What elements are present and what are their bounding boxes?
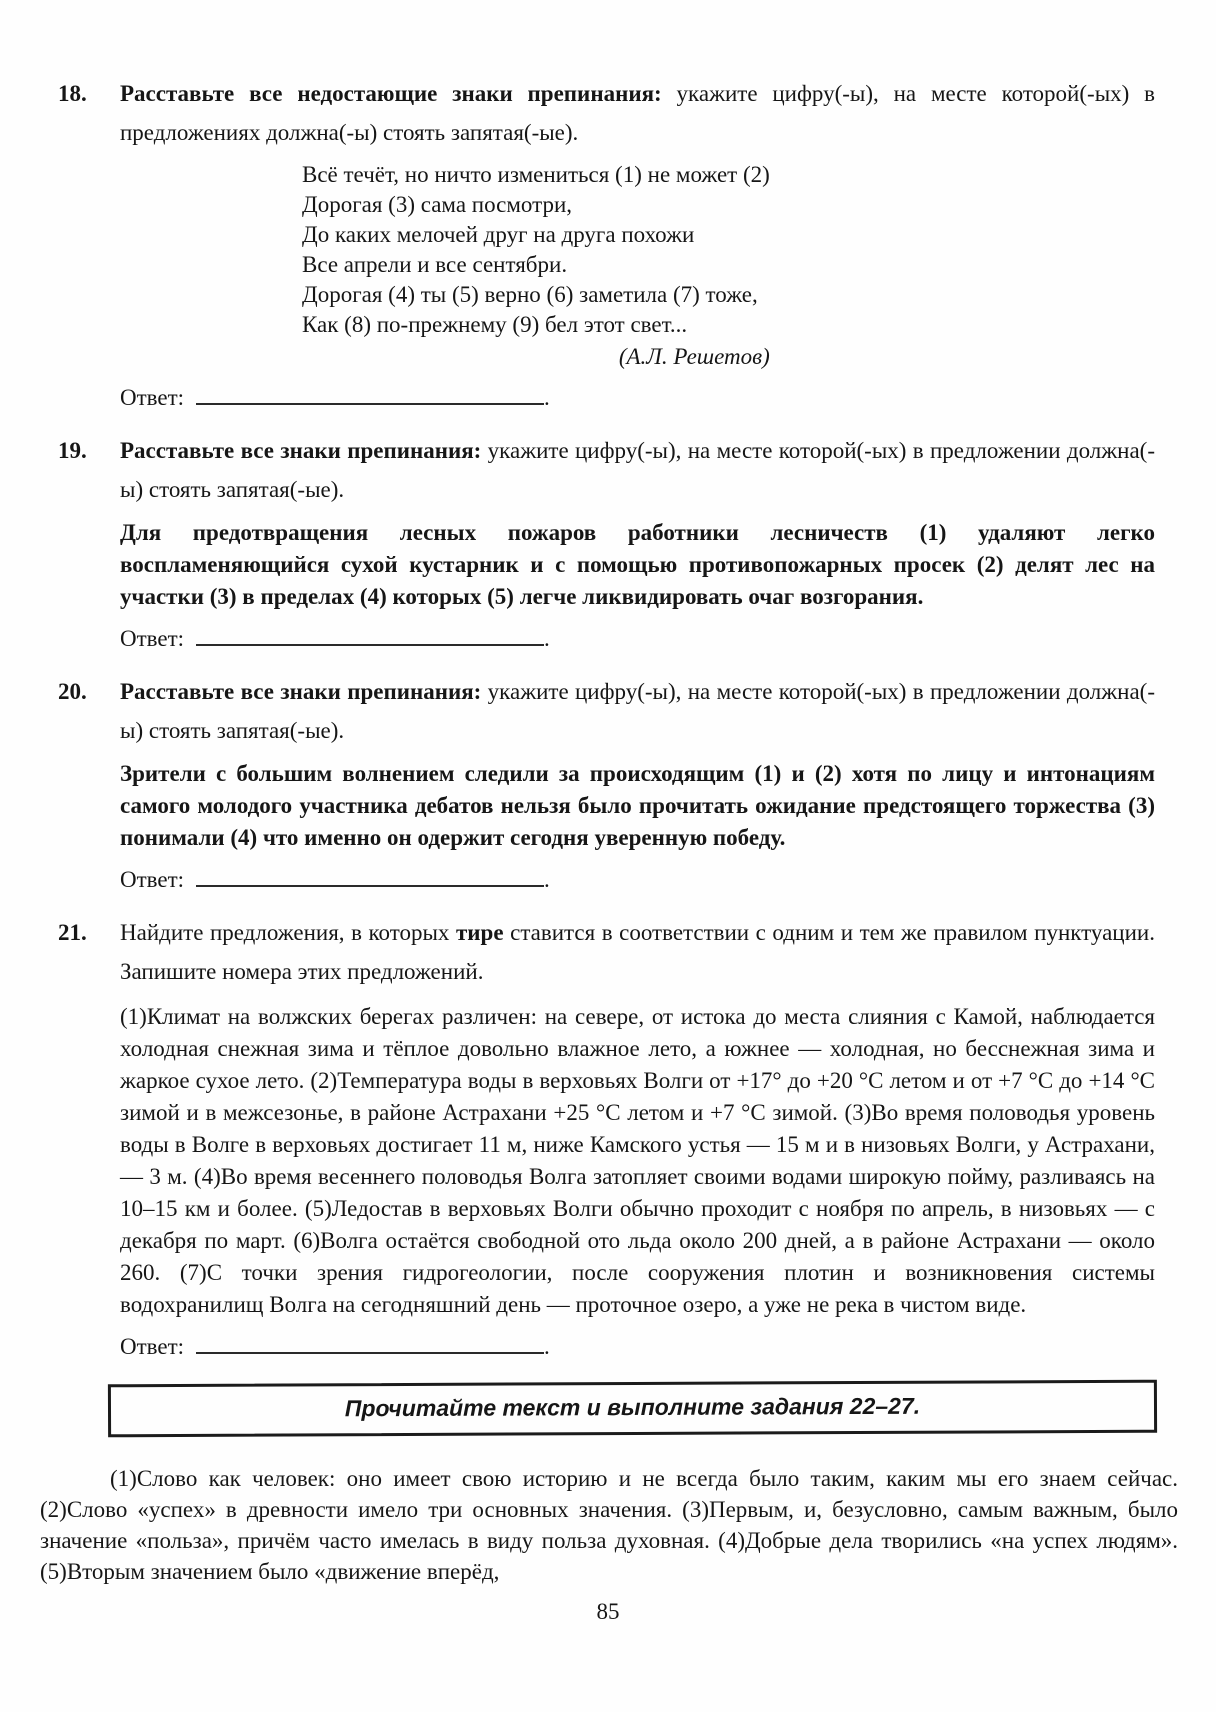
answer-blank-line — [196, 382, 544, 405]
page-number: 85 — [596, 1599, 620, 1624]
answer-label: Ответ: — [120, 1334, 185, 1359]
answer-period: . — [544, 385, 550, 410]
poem-line: До каких мелочей друг на друга похожи — [302, 222, 695, 247]
task-21 — [58, 913, 1155, 1362]
task-20-sentence: Зрители с большим волнением следили за происходящим (1) и (2) хотя по лицу и интонациям самого молодого участника дебатов нельзя было прочитать ожидание предстоящего торжества (3) понимали (4) что именно он одержит сегодня уверенную победу. — [120, 761, 1155, 850]
poem-line: Дорогая (4) ты (5) верно (6) заметила (7) тоже, — [302, 282, 758, 307]
task-19-number: 19. — [58, 438, 87, 463]
answer-label: Ответ: — [120, 867, 185, 892]
task-20-prompt — [120, 672, 1155, 750]
answer-label: Ответ: — [120, 626, 185, 651]
task-18 — [58, 74, 1156, 413]
answer-period: . — [544, 1334, 550, 1359]
poem-line: Дорогая (3) сама посмотри, — [302, 192, 573, 217]
task-21-prompt-start: Найдите предложения, в которых — [120, 920, 456, 945]
task-21-text: (1)Климат на волжских берегах различен: на севере, от истока до места слияния с Камой, наблюдается холодная снежная зима и тёплое довольно влажное лето, а южнее — холодная, но бесснежная зима и жаркое сухое лето. (2)Температура воды в верховьях Волги от +17° до +20 °С летом и от +7 °С до +14 °С зимой и в межсезонье, в районе Астрахани +25 °С летом и +7 °С зимой. (3)Во время половодья уровень воды в Волге в верховьях достигает 11 м, ниже Камского устья — 15 м и в низовьях Волги, у Астрахани, — 3 м. (4)Во время весеннего половодья Волга затопляет своими водами широкую пойму, разливаясь на 10–15 км и более. (5)Ледостав в верховьях Волги обычно проходит с ноября по апрель, в низовьях — с декабря по март. (6)Волга остаётся свободной ото льда около 200 дней, а в районе Астрахани — около 260. (7)С точки зрения гидрогеологии, после сооружения плотин и возникновения системы водохранилищ Волга на сегодняшний день — проточное озеро, а уже не река в чистом виде. — [120, 1004, 1155, 1317]
task-19-answer-row — [120, 623, 1155, 654]
answer-label: Ответ: — [120, 385, 185, 410]
task-18-prompt-rest: укажите цифру(-ы), на месте которой(-ых) в предложениях должна(-ы) стоять запятая(-ые). — [120, 81, 1156, 145]
reading-instruction-box: Прочитайте текст и выполните задания 22–27. — [108, 1380, 1157, 1438]
poem-line: Как (8) по-прежнему (9) бел этот свет... — [302, 312, 688, 337]
task-18-prompt — [120, 74, 1155, 152]
task-21-answer-row — [120, 1331, 1155, 1362]
task-20 — [58, 672, 1155, 895]
task-19-sentence: Для предотвращения лесных пожаров работники лесничеств (1) удаляют легко воспламеняющийся сухой кустарник и с помощью противопожарных просек (2) делят лес на участки (3) в пределах (4) которых (5) легче ликвидировать очаг возгорания. — [120, 520, 1155, 609]
task-18-poem — [302, 160, 770, 372]
answer-blank-line — [196, 1331, 544, 1354]
task-18-prompt-bold: Расставьте все недостающие знаки препинания: — [120, 81, 662, 106]
task-21-prompt — [120, 913, 1155, 991]
poem-line: Всё течёт, но ничто измениться (1) не может (2) — [302, 162, 770, 187]
task-18-number: 18. — [58, 81, 87, 106]
answer-period: . — [544, 867, 550, 892]
task-19-prompt — [120, 431, 1155, 509]
task-19-prompt-bold: Расставьте все знаки препинания: — [120, 438, 482, 463]
answer-period: . — [544, 626, 550, 651]
tasks-column — [58, 74, 1156, 1435]
task-21-number: 21. — [58, 920, 87, 945]
reading-passage: (1)Слово как человек: оно имеет свою историю и не всегда было таким, каким мы его знаем сейчас. (2)Слово «успех» в древности имело три основных значения. (3)Первым, и, безусловно, самым важным, было значение «польза», причём часто имелась в виду польза духовная. (4)Добрые дела творились «на успех людям». (5)Вторым значением было «движение вперёд, — [40, 1466, 1178, 1584]
task-20-number: 20. — [58, 679, 87, 704]
task-21-prompt-bold: тире — [455, 920, 504, 945]
task-19 — [58, 431, 1155, 654]
task-20-answer-row — [120, 864, 1155, 895]
task-19-prompt-rest: укажите цифру(-ы), на месте которой(-ых) в предложении должна(-ы) стоять запятая(-ые). — [120, 438, 1155, 502]
task-18-answer-row — [120, 382, 1155, 413]
task-20-prompt-bold: Расставьте все знаки препинания: — [120, 679, 482, 704]
poem-attribution: (А.Л. Решетов) — [618, 344, 770, 369]
task-20-prompt-rest: укажите цифру(-ы), на месте которой(-ых) в предложении должна(-ы) стоять запятая(-ые). — [120, 679, 1155, 743]
answer-blank-line — [196, 623, 544, 646]
poem-line: Все апрели и все сентябри. — [302, 252, 568, 277]
task-21-prompt-rest: ставится в соответствии с одним и тем же правилом пунктуации. Запишите номера этих предложений. — [120, 920, 1155, 984]
answer-blank-line — [196, 864, 544, 887]
